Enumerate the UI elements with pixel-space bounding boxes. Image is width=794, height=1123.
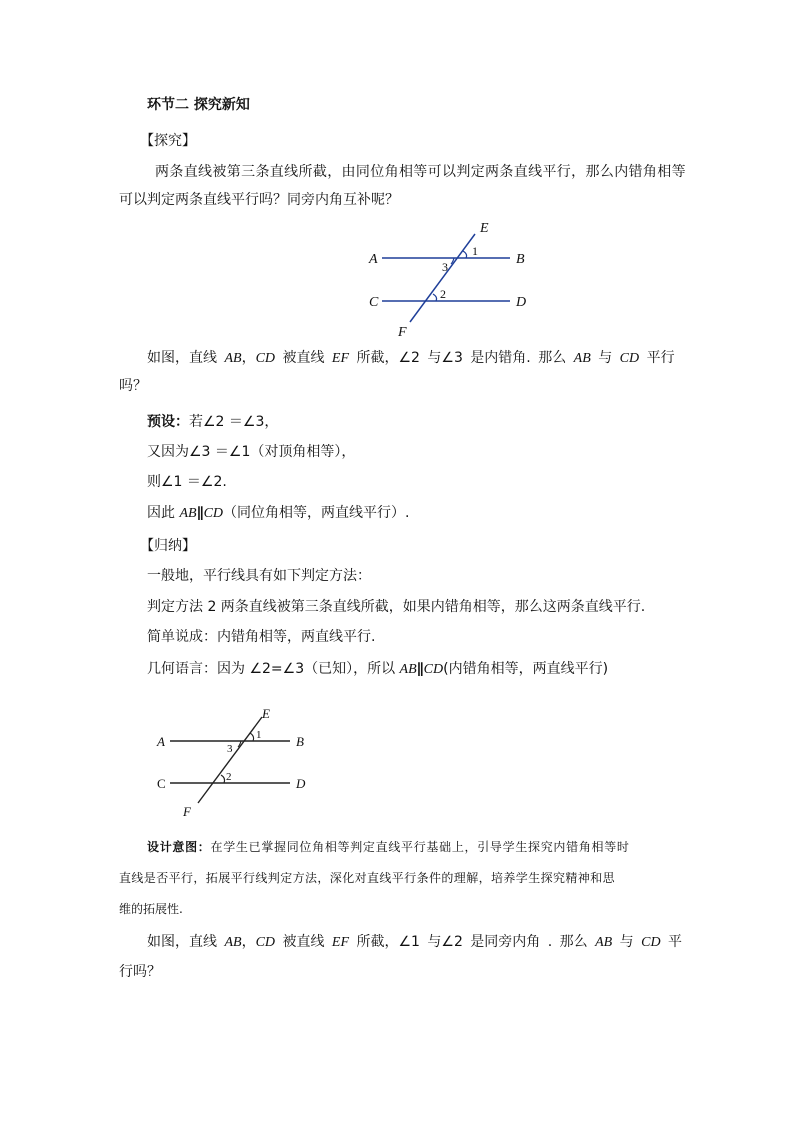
summary-label: 【归纳】	[140, 538, 196, 554]
label-D: D	[516, 295, 527, 310]
proof-line3: 则∠1 ＝∠2.	[147, 474, 227, 490]
proof-line2: 又因为∠3 ＝∠1（对顶角相等），	[147, 444, 356, 460]
question2-line1	[147, 348, 675, 369]
design-text-1: 在学生已掌握同位角相等判定直线平行基础上，引导学生探究内错角相等时	[210, 840, 630, 854]
q3-text-3: 所截，∠1 与∠2 是同旁内角 . 那么	[349, 934, 596, 950]
proof-line1	[147, 412, 278, 432]
angle-arc-2	[433, 294, 437, 301]
figure-parallel-lines-1	[360, 218, 560, 348]
label-C-2: C	[157, 776, 166, 791]
label-F-2: F	[183, 804, 191, 819]
assume-text: 若∠2 ＝∠3，	[189, 414, 279, 430]
angle-arc-1	[463, 251, 467, 258]
line-ef-2	[198, 717, 262, 803]
q3-text-4: 与	[612, 934, 642, 950]
q3-cd2: CD	[641, 935, 661, 950]
q2-text-5: 平行	[639, 350, 675, 366]
q2-ef: EF	[331, 351, 350, 366]
angle-label-1: 1	[472, 244, 478, 258]
label-E: E	[480, 221, 489, 236]
proof-ab: AB	[179, 506, 197, 521]
proof-line4-post: （同位角相等，两直线平行）.	[223, 505, 410, 521]
q2-text-1: 如图，直线	[147, 350, 225, 366]
design-line1	[147, 837, 630, 857]
summary-line4-pre: 几何语言：因为 ∠2=∠3（已知），所以	[147, 661, 400, 677]
angle-label-2-2: 2	[226, 771, 232, 783]
q3-text-2: 被直线	[275, 934, 332, 950]
summary-line2: 判定方法 2 两条直线被第三条直线所截，如果内错角相等，那么这两条直线平行.	[147, 599, 646, 615]
summary-line4	[147, 659, 608, 680]
q3-ef: EF	[331, 935, 350, 950]
design-line3: 维的拓展性.	[119, 902, 183, 916]
angle-arc-2-2	[221, 775, 225, 783]
angle-arc-1-2	[250, 733, 254, 741]
label-A: A	[369, 252, 378, 267]
label-D-2: D	[296, 776, 306, 791]
summary-cd: CD	[423, 662, 444, 677]
angle-label-1-2: 1	[256, 729, 262, 741]
angle-label-3-2: 3	[227, 743, 233, 755]
explore-label: 【探究】	[140, 133, 196, 149]
question3-line1	[147, 932, 682, 953]
q2-text-4: 与	[590, 350, 620, 366]
q3-comma: ，	[241, 934, 256, 950]
q2-comma: ，	[241, 350, 256, 366]
question1-line1: 两条直线被第三条直线所截，由同位角相等可以判定两条直线平行，那么内错角相等	[155, 164, 686, 180]
q3-ab: AB	[224, 935, 242, 950]
parallel-symbol: ∥	[196, 505, 204, 521]
q2-ab: AB	[224, 351, 242, 366]
summary-line3: 简单说成：内错角相等，两直线平行.	[147, 629, 376, 645]
q2-text-2: 被直线	[275, 350, 332, 366]
proof-cd: CD	[203, 506, 224, 521]
q3-text-1: 如图，直线	[147, 934, 225, 950]
q2-cd2: CD	[619, 351, 640, 366]
design-label: 设计意图：	[147, 840, 211, 854]
figure-parallel-lines-2	[150, 700, 350, 820]
design-line2: 直线是否平行，拓展平行线判定方法，深化对直线平行条件的理解，培养学生探究精神和思	[119, 871, 616, 885]
section-title: 环节二 探究新知	[147, 97, 250, 113]
q2-text-3: 所截，∠2 与∠3 是内错角. 那么	[349, 350, 574, 366]
question3-line2: 行吗？	[119, 964, 161, 980]
summary-line4-post: (内错角相等，两直线平行)	[443, 661, 609, 677]
question2-line2: 吗？	[119, 378, 147, 394]
summary-parallel-symbol: ∥	[416, 661, 424, 677]
q3-ab2: AB	[595, 935, 613, 950]
proof-line4-pre: 因此	[147, 505, 180, 521]
proof-line4	[147, 503, 409, 524]
q3-cd: CD	[255, 935, 276, 950]
line-ef	[410, 234, 475, 322]
question1-line2: 可以判定两条直线平行吗？同旁内角互补呢？	[119, 192, 399, 208]
label-B: B	[516, 252, 525, 267]
angle-label-2: 2	[440, 287, 446, 301]
summary-ab: AB	[399, 662, 417, 677]
label-C: C	[369, 295, 379, 310]
q3-text-5: 平	[660, 934, 683, 950]
label-F: F	[398, 325, 407, 340]
label-E-2: E	[262, 706, 270, 721]
label-A-2: A	[157, 734, 165, 749]
summary-line1: 一般地，平行线具有如下判定方法：	[147, 568, 371, 584]
q2-cd: CD	[255, 351, 276, 366]
angle-label-3: 3	[442, 260, 448, 274]
label-B-2: B	[296, 734, 304, 749]
assume-label: 预设：	[147, 414, 189, 430]
q2-ab2: AB	[573, 351, 591, 366]
